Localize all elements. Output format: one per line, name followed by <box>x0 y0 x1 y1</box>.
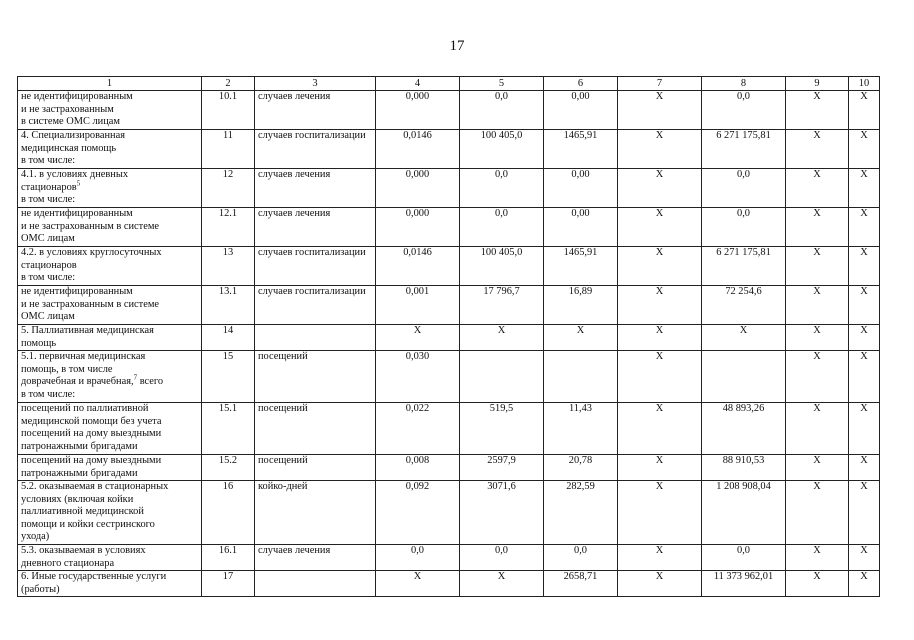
value-cell-c5: 0,0 <box>460 545 544 571</box>
value-cell-c9: X <box>786 325 849 351</box>
value-cell-c8: 0,0 <box>702 208 786 247</box>
value-cell-c9: X <box>786 130 849 169</box>
row-unit-cell: случаев госпитализации <box>255 286 376 325</box>
header-cell: 10 <box>849 77 880 91</box>
header-cell: 7 <box>618 77 702 91</box>
row-code-cell: 16 <box>202 481 255 545</box>
header-cell: 3 <box>255 77 376 91</box>
row-name-line: в том числе: <box>21 272 76 283</box>
value-cell-c5: X <box>460 571 544 597</box>
value-cell-c5: 100 405,0 <box>460 247 544 286</box>
value-cell-c4: 0,000 <box>376 91 460 130</box>
table-row <box>18 325 880 351</box>
row-name-line: 4. Специализированная <box>21 130 126 141</box>
row-name-line: в том числе: <box>21 388 76 400</box>
row-code-cell: 16.1 <box>202 545 255 571</box>
row-unit-cell: случаев госпитализации <box>255 130 376 169</box>
value-cell-c7: X <box>618 208 702 247</box>
row-name-line: всего <box>137 376 164 387</box>
header-cell: 2 <box>202 77 255 91</box>
row-name-line: посещений на дому выездными <box>21 455 162 466</box>
table-row <box>18 403 880 455</box>
header-cell: 1 <box>18 77 202 91</box>
value-cell-c10: X <box>849 130 880 169</box>
value-cell-c6: 2658,71 <box>544 571 618 597</box>
table-row <box>18 130 880 169</box>
row-name-cell <box>18 455 202 481</box>
row-name-line: ОМС лицам <box>21 233 75 244</box>
value-cell-c7: X <box>618 403 702 455</box>
footnote-marker: 7 <box>133 373 138 382</box>
value-cell-c7: X <box>618 351 702 403</box>
row-code-cell: 15.1 <box>202 403 255 455</box>
row-name-line: помощь, в том числе <box>21 363 113 375</box>
row-name-line: 4.2. в условиях круглосуточных <box>21 247 162 258</box>
value-cell-c6: 0,00 <box>544 208 618 247</box>
value-cell-c5: 3071,6 <box>460 481 544 545</box>
value-cell-c5: 0,0 <box>460 208 544 247</box>
value-cell-c6: 282,59 <box>544 481 618 545</box>
row-unit-cell: койко-дней <box>255 481 376 545</box>
row-name-line: 4.1. в условиях дневных <box>21 169 129 180</box>
table-row <box>18 286 880 325</box>
table-row <box>18 455 880 481</box>
row-name-line: 6. Иные государственные услуги <box>21 571 167 582</box>
row-unit-cell: посещений <box>255 455 376 481</box>
header-row <box>18 77 880 91</box>
row-name-line: патронажными бригадами <box>21 440 138 452</box>
row-name-cell <box>18 286 202 325</box>
value-cell-c7: X <box>618 571 702 597</box>
value-cell-c4: 0,0 <box>376 545 460 571</box>
value-cell-c8: 48 893,26 <box>702 403 786 455</box>
value-cell-c9: X <box>786 403 849 455</box>
value-cell-c8: 0,0 <box>702 91 786 130</box>
value-cell-c5: X <box>460 325 544 351</box>
row-name-line: 5. Паллиативная медицинская <box>21 325 154 336</box>
header-cell: 4 <box>376 77 460 91</box>
value-cell-c10: X <box>849 91 880 130</box>
value-cell-c8: 72 254,6 <box>702 286 786 325</box>
value-cell-c9: X <box>786 455 849 481</box>
row-name-line: 5.3. оказываемая в условиях <box>21 545 146 556</box>
table-row <box>18 351 880 403</box>
value-cell-c4: 0,092 <box>376 481 460 545</box>
header-cell: 6 <box>544 77 618 91</box>
header-cell: 5 <box>460 77 544 91</box>
table-row <box>18 571 880 597</box>
value-cell-c9: X <box>786 351 849 403</box>
value-cell-c10: X <box>849 286 880 325</box>
table-row <box>18 169 880 208</box>
row-name-line: в том числе: <box>21 194 76 205</box>
table-row <box>18 247 880 286</box>
value-cell-c8: 1 208 908,04 <box>702 481 786 545</box>
row-name-cell <box>18 351 202 403</box>
value-cell-c10: X <box>849 351 880 403</box>
value-cell-c7: X <box>618 169 702 208</box>
value-cell-c10: X <box>849 325 880 351</box>
row-unit-cell: случаев лечения <box>255 545 376 571</box>
row-name-line: стационаров <box>21 181 77 193</box>
value-cell-c8: 0,0 <box>702 545 786 571</box>
row-name-line: паллиативной медицинской <box>21 506 144 517</box>
row-name-line: медицинская помощь <box>21 142 117 154</box>
value-cell-c9: X <box>786 91 849 130</box>
value-cell-c7: X <box>618 455 702 481</box>
row-name-line: дневного стационара <box>21 557 115 569</box>
row-name-cell <box>18 545 202 571</box>
value-cell-c6: 16,89 <box>544 286 618 325</box>
row-name-line: 5.1. первичная медицинская <box>21 351 146 362</box>
value-cell-c9: X <box>786 545 849 571</box>
row-code-cell: 15 <box>202 351 255 403</box>
value-cell-c6: 1465,91 <box>544 130 618 169</box>
row-name-line: не идентифицированным <box>21 286 133 297</box>
row-name-line: (работы) <box>21 583 60 595</box>
row-name-line: доврачебная и врачебная, <box>21 376 134 387</box>
row-name-cell <box>18 130 202 169</box>
row-name-line: помощи и койки сестринского <box>21 518 155 530</box>
value-cell-c10: X <box>849 208 880 247</box>
row-unit-cell: случаев лечения <box>255 169 376 208</box>
value-cell-c5: 0,0 <box>460 91 544 130</box>
row-unit-cell: случаев госпитализации <box>255 247 376 286</box>
value-cell-c6: 1465,91 <box>544 247 618 286</box>
table-row <box>18 91 880 130</box>
row-name-cell <box>18 91 202 130</box>
row-unit-cell <box>255 325 376 351</box>
row-name-line: и не застрахованным <box>21 103 114 115</box>
value-cell-c9: X <box>786 481 849 545</box>
value-cell-c10: X <box>849 571 880 597</box>
row-name-line: патронажными бригадами <box>21 467 138 479</box>
row-code-cell: 13 <box>202 247 255 286</box>
header-cell: 9 <box>786 77 849 91</box>
row-code-cell: 12.1 <box>202 208 255 247</box>
row-name-line: стационаров <box>21 259 77 271</box>
row-name-line: не идентифицированным <box>21 91 133 102</box>
value-cell-c4: 0,008 <box>376 455 460 481</box>
value-cell-c4: 0,001 <box>376 286 460 325</box>
value-cell-c7: X <box>618 130 702 169</box>
table-body <box>18 91 880 597</box>
row-code-cell: 11 <box>202 130 255 169</box>
value-cell-c4: X <box>376 571 460 597</box>
value-cell-c10: X <box>849 169 880 208</box>
value-cell-c4: 0,030 <box>376 351 460 403</box>
value-cell-c5: 17 796,7 <box>460 286 544 325</box>
row-name-cell <box>18 247 202 286</box>
row-unit-cell: посещений <box>255 351 376 403</box>
value-cell-c6: 20,78 <box>544 455 618 481</box>
value-cell-c10: X <box>849 247 880 286</box>
row-name-line: и не застрахованным в системе <box>21 220 160 232</box>
row-code-cell: 12 <box>202 169 255 208</box>
row-code-cell: 15.2 <box>202 455 255 481</box>
row-name-line: посещений по паллиативной <box>21 403 149 414</box>
value-cell-c5: 0,0 <box>460 169 544 208</box>
value-cell-c9: X <box>786 247 849 286</box>
row-name-line: 5.2. оказываемая в стационарных <box>21 481 169 492</box>
row-name-cell <box>18 208 202 247</box>
value-cell-c6: 11,43 <box>544 403 618 455</box>
value-cell-c8: 6 271 175,81 <box>702 247 786 286</box>
value-cell-c9: X <box>786 208 849 247</box>
value-cell-c8: 0,0 <box>702 169 786 208</box>
table-row <box>18 208 880 247</box>
row-name-line: медицинской помощи без учета <box>21 415 162 427</box>
value-cell-c5: 100 405,0 <box>460 130 544 169</box>
row-name-cell <box>18 571 202 597</box>
value-cell-c4: 0,0146 <box>376 247 460 286</box>
value-cell-c7: X <box>618 286 702 325</box>
row-name-cell <box>18 325 202 351</box>
header-cell: 8 <box>702 77 786 91</box>
value-cell-c6: X <box>544 325 618 351</box>
row-name-line: ОМС лицам <box>21 311 75 322</box>
row-name-line: и не застрахованным в системе <box>21 298 160 310</box>
value-cell-c7: X <box>618 91 702 130</box>
value-cell-c4: 0,000 <box>376 169 460 208</box>
row-name-line: условиях (включая койки <box>21 493 134 505</box>
value-cell-c4: 0,022 <box>376 403 460 455</box>
value-cell-c10: X <box>849 481 880 545</box>
row-code-cell: 17 <box>202 571 255 597</box>
data-table <box>17 76 880 597</box>
row-name-line: в системе ОМС лицам <box>21 116 120 127</box>
value-cell-c10: X <box>849 403 880 455</box>
row-name-cell <box>18 481 202 545</box>
value-cell-c7: X <box>618 481 702 545</box>
row-name-cell <box>18 169 202 208</box>
value-cell-c5: 2597,9 <box>460 455 544 481</box>
value-cell-c4: 0,000 <box>376 208 460 247</box>
row-name-line: посещений на дому выездными <box>21 428 162 439</box>
value-cell-c7: X <box>618 325 702 351</box>
row-unit-cell: случаев лечения <box>255 208 376 247</box>
value-cell-c8: 6 271 175,81 <box>702 130 786 169</box>
page-number: 17 <box>449 38 465 54</box>
value-cell-c8: X <box>702 325 786 351</box>
value-cell-c8 <box>702 351 786 403</box>
row-name-cell <box>18 403 202 455</box>
value-cell-c10: X <box>849 455 880 481</box>
value-cell-c9: X <box>786 571 849 597</box>
table-row <box>18 545 880 571</box>
value-cell-c6 <box>544 351 618 403</box>
row-name-line: в том числе: <box>21 155 76 166</box>
value-cell-c7: X <box>618 247 702 286</box>
row-code-cell: 10.1 <box>202 91 255 130</box>
row-code-cell: 13.1 <box>202 286 255 325</box>
value-cell-c4: X <box>376 325 460 351</box>
row-unit-cell <box>255 571 376 597</box>
row-name-line: ухода) <box>21 531 50 542</box>
value-cell-c5 <box>460 351 544 403</box>
value-cell-c9: X <box>786 286 849 325</box>
value-cell-c6: 0,00 <box>544 91 618 130</box>
value-cell-c8: 88 910,53 <box>702 455 786 481</box>
row-name-line: не идентифицированным <box>21 208 133 219</box>
value-cell-c5: 519,5 <box>460 403 544 455</box>
row-name-line: помощь <box>21 337 57 349</box>
footnote-marker: 5 <box>76 179 81 188</box>
row-code-cell: 14 <box>202 325 255 351</box>
value-cell-c6: 0,0 <box>544 545 618 571</box>
value-cell-c9: X <box>786 169 849 208</box>
value-cell-c6: 0,00 <box>544 169 618 208</box>
row-unit-cell: посещений <box>255 403 376 455</box>
value-cell-c4: 0,0146 <box>376 130 460 169</box>
value-cell-c10: X <box>849 545 880 571</box>
value-cell-c8: 11 373 962,01 <box>702 571 786 597</box>
row-unit-cell: случаев лечения <box>255 91 376 130</box>
table-row <box>18 481 880 545</box>
value-cell-c7: X <box>618 545 702 571</box>
